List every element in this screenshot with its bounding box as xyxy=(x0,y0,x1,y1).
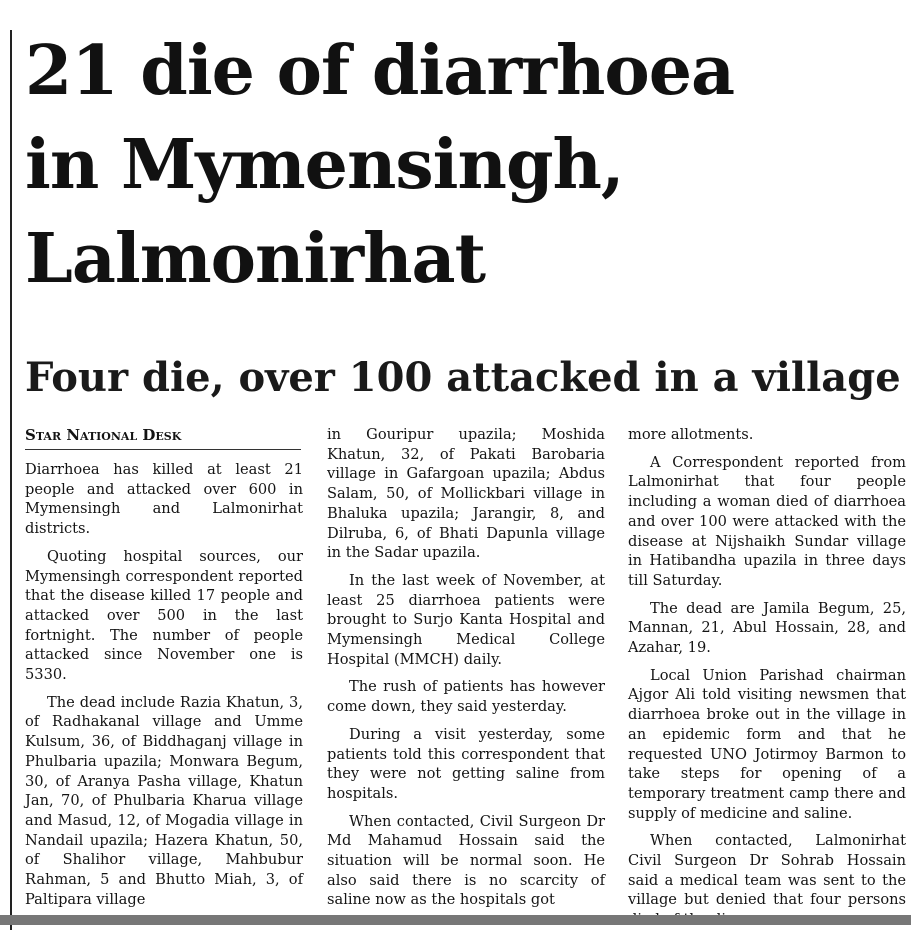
byline: Star National Desk xyxy=(25,425,301,450)
paragraph: Quoting hospital sources, our Mymensingh correspondent reported that the disease killed 17 people and attacked over 500 in the last fortnight. The number of people attacked since November one is 5330. xyxy=(25,547,303,684)
paragraph: more allotments. xyxy=(628,426,754,443)
headline-line-3: Lalmonirhat xyxy=(25,219,486,299)
paragraph: A Correspondent reported from Lalmonirhat that four people including a woman died of diarrhoea and over 100 were attacked with the disease at Nijshaikh Sundar village in Hatibandha upazila in three days till Saturday. xyxy=(628,453,906,589)
paragraph: In the last week of November, at least 25 diarrhoea patients were brought to Surjo Kanta Hospital and Mymensingh Medical College Hospital (MMCH) daily. xyxy=(327,571,605,668)
article-column-2 xyxy=(327,425,605,910)
paragraph: in Gouripur upazila; Moshida Khatun, 32, of Pakati Barobaria village in Gafargoan upazila; Abdus Salam, 50, of Mollickbari village in Bhaluka upazila; Jarangir, 8, and Dilruba, 6, of Bhati Dapunla village in the Sadar upazila. xyxy=(327,426,605,562)
article-column-3 xyxy=(628,425,906,910)
subheadline: Four die, over 100 attacked in a village xyxy=(25,354,901,401)
paragraph: Local Union Parishad chairman Ajgor Ali told visiting newsmen that diarrhoea broke out in the village in an epidemic form and that he requested UNO Jotirmoy Barmon to take steps for opening of a temporary treatment camp there and supply of medicine and saline. xyxy=(628,666,906,822)
paragraph: During a visit yesterday, some patients told this correspondent that they were not getting saline from hospitals. xyxy=(327,725,605,802)
headline-line-2: in Mymensingh, xyxy=(25,125,624,205)
bottom-rule xyxy=(0,915,911,925)
paragraph: When contacted, Lalmonirhat Civil Surgeon Dr Sohrab Hossain said a medical team was sent to the village but denied that four persons xyxy=(628,832,906,909)
paragraph: The rush of patients has however come down, they said yesterday. xyxy=(327,678,605,716)
article-column-1 xyxy=(25,425,303,910)
paragraph: The dead are Jamila Begum, 25, Mannan, 21, Abul Hossain, 28, and Azahar, 19. xyxy=(628,599,906,657)
paragraph: Diarrhoea has killed at least 21 people and attacked over 600 in Mymensingh and Lalmonirhat districts. xyxy=(25,461,303,538)
headline-line-1: 21 die of diarrhoea xyxy=(25,31,735,111)
paragraph: When contacted, Civil Surgeon Dr Md Mahamud Hossain said the situation will be normal soon. He also said there is no scarcity of saline now as the hospitals got xyxy=(327,812,605,909)
paragraph: The dead include Razia Khatun, 3, of Radhakanal village and Umme Kulsum, 36, of Biddhaganj village in Phulbaria upazila; Monwara Begum, 30, of Aranya Pasha village, Khatun Jan, 70, of Phulbaria Kharua village and Masud, 12, of Mogadia village in Nandail upazila; Hazera Khatun, 50, of Shalihor village, Mahbubur Rahman, 5 and Bhutto Miah, 3, of Paltipara village xyxy=(25,693,303,908)
headline xyxy=(25,24,905,306)
left-column-rule xyxy=(10,30,12,930)
